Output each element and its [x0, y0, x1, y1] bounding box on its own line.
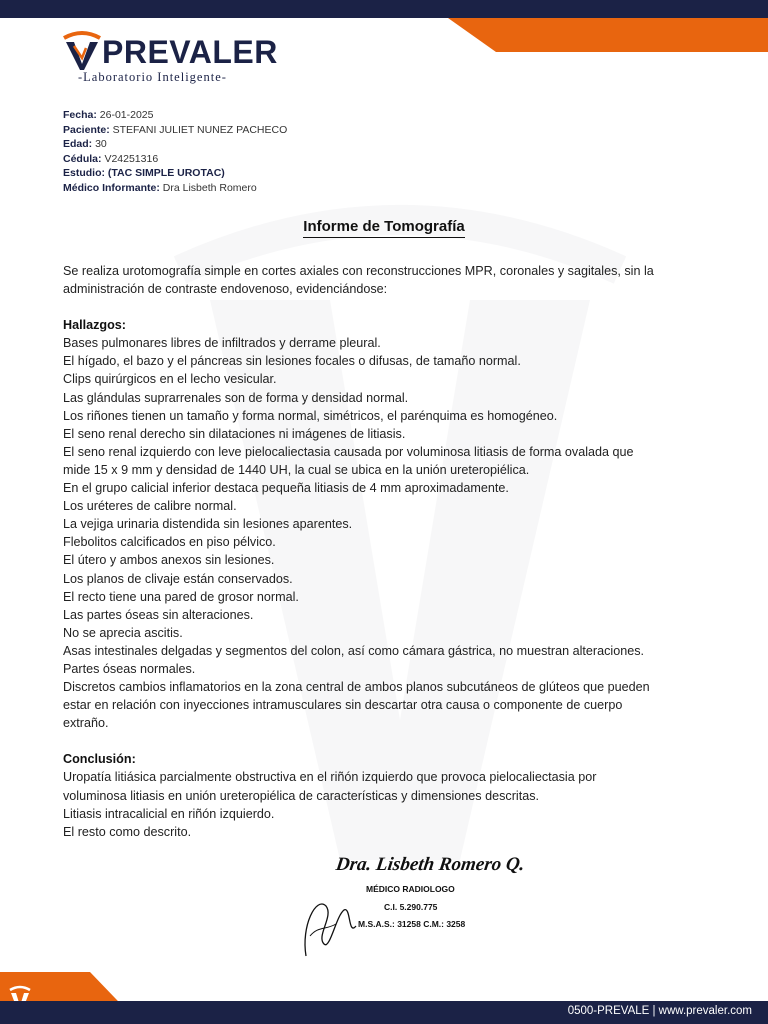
estudio-label: Estudio:: [63, 167, 105, 179]
footer-bar: [0, 1001, 768, 1024]
edad-value: 30: [95, 138, 107, 150]
findings-list: [63, 334, 713, 732]
meta-paciente: [63, 123, 287, 138]
meta-cedula: [63, 152, 287, 167]
finding-line: No se aprecia ascitis.: [63, 625, 183, 640]
finding-line: Flebolitos calcificados en piso pélvico.: [63, 535, 276, 550]
conclusion-line: Litiasis intracalicial en riñón izquierdo.: [63, 806, 275, 821]
fecha-value: 26-01-2025: [99, 109, 154, 121]
meta-medico: [63, 181, 287, 196]
signature-title: MÉDICO RADIOLOGO: [366, 884, 455, 894]
conclusion-line: voluminosa litiasis en unión ureteropiélica de características y dimensiones descritas.: [63, 788, 539, 803]
cedula-value: V24251316: [104, 152, 159, 165]
finding-line: Asas intestinales delgadas y segmentos del colon, así como cámara gástrica, no muestran alteraciones.: [63, 643, 645, 658]
conclusion-list: [63, 768, 713, 840]
finding-line: En el grupo calicial inferior destaca pequeña litiasis de 4 mm aproximadamente.: [63, 481, 509, 496]
paciente-value: STEFANI JULIET NUNEZ PACHECO: [112, 123, 288, 136]
report-title-wrap: [0, 218, 768, 236]
finding-line: La vejiga urinaria distendida sin lesiones aparentes.: [63, 517, 353, 532]
estudio-value: (TAC SIMPLE UROTAC): [107, 167, 225, 179]
finding-line: Los uréteres de calibre normal.: [63, 499, 237, 514]
footer-contact: 0500-PREVALE | www.prevaler.com: [567, 1005, 752, 1017]
signature-ci: C.I. 5.290.775: [384, 902, 438, 912]
meta-fecha: [63, 108, 287, 123]
finding-line: extraño.: [63, 716, 109, 731]
finding-line: Bases pulmonares libres de infiltrados y derrame pleural.: [63, 336, 381, 351]
finding-line: El útero y ambos anexos sin lesiones.: [63, 553, 275, 568]
finding-line: El seno renal derecho sin dilataciones ni imágenes de litiasis.: [63, 426, 406, 441]
finding-line: Partes óseas normales.: [63, 661, 196, 676]
paciente-label: Paciente:: [63, 123, 110, 136]
medico-value: Dra Lisbeth Romero: [162, 181, 257, 194]
signature-msas: M.S.A.S.: 31258 C.M.: 3258: [358, 919, 466, 929]
intro-line: Se realiza urotomografía simple en cortes axiales con reconstrucciones MPR, coronales y sagitales, sin la: [63, 264, 654, 278]
prevaler-logo: [62, 28, 278, 84]
finding-line: El recto tiene una pared de grosor normal.: [63, 589, 299, 604]
finding-line: El hígado, el bazo y el páncreas sin lesiones focales o difusas, de tamaño normal.: [63, 354, 521, 369]
finding-line: Clips quirúrgicos en el lecho vesicular.: [63, 372, 277, 387]
brand-name: PREVALER: [102, 34, 278, 70]
finding-line: Las partes óseas sin alteraciones.: [63, 607, 254, 622]
finding-line: Las glándulas suprarrenales son de forma y densidad normal.: [63, 390, 409, 405]
meta-estudio: [63, 166, 287, 181]
brand-tagline: -Laboratorio Inteligente-: [78, 70, 227, 84]
findings-heading: Hallazgos:: [63, 318, 126, 333]
finding-line: Discretos cambios inflamatorios en la zona central de ambos planos subcutáneos de glúteos que pueden: [63, 680, 650, 695]
patient-info: [63, 108, 287, 195]
logo-v-icon: [62, 28, 102, 72]
cedula-label: Cédula:: [63, 152, 102, 165]
conclusion-line: El resto como descrito.: [63, 824, 192, 839]
finding-line: Los planos de clivaje están conservados.: [63, 571, 293, 586]
conclusion-line: Uropatía litiásica parcialmente obstructiva en el riñón izquierdo que provoca pielocaliectasia por: [63, 770, 597, 785]
medico-label: Médico Informante:: [63, 181, 160, 194]
edad-label: Edad:: [63, 138, 93, 150]
fecha-label: Fecha:: [63, 109, 97, 121]
finding-line: El seno renal izquierdo con leve pielocaliectasia causada por voluminosa litiasis de forma ovalada que: [63, 444, 634, 459]
meta-edad: [63, 137, 287, 152]
conclusion-heading: Conclusión:: [63, 752, 136, 767]
report-title: Informe de Tomografía: [303, 218, 464, 238]
report-body: [63, 262, 713, 841]
handwritten-signature: [296, 866, 366, 966]
intro-line: administración de contraste endovenoso, evidenciándose:: [63, 282, 388, 297]
signature-block: [296, 846, 526, 966]
finding-line: Los riñones tienen un tamaño y forma normal, simétricos, el parénquima es homogéneo.: [63, 408, 558, 423]
finding-line: estar en relación con inyecciones intramusculares sin descartar otra causa o componente de cuerpo: [63, 698, 623, 713]
signature-name: Dra. Lisbeth Romero Q.: [334, 854, 526, 875]
finding-line: mide 15 x 9 mm y densidad de 1440 UH, la cual se ubica en la unión ureteropiélica.: [63, 462, 530, 477]
